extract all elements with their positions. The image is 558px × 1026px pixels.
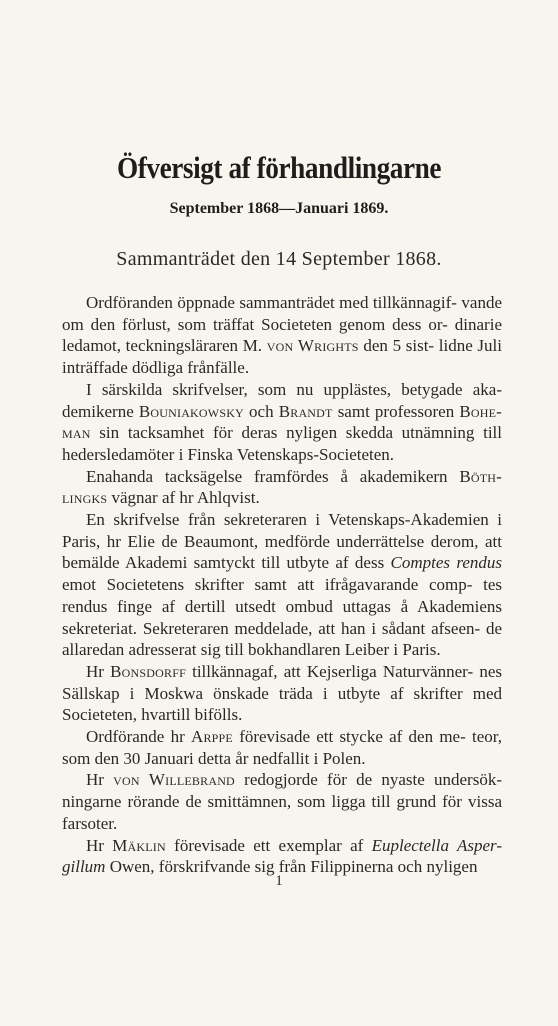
name-small-caps: von Wrights xyxy=(266,336,359,356)
paragraph-text: redogjorde för de nyaste undersök- ningarne rörande de smittämnen, som ligga till grund för vissa farsoter. xyxy=(62,770,502,833)
body-paragraph xyxy=(62,769,502,834)
name-small-caps: Bonsdorff xyxy=(110,661,186,681)
paragraph-text: Ordförande hr xyxy=(86,727,191,747)
name-small-caps: Arppe xyxy=(190,727,233,747)
italic-term: Euplectella Asper- gillum xyxy=(62,835,502,877)
body-paragraph xyxy=(62,509,502,661)
paragraph-text: Owen, förskrifvande sig från Filippinerna och nyligen xyxy=(105,857,478,877)
name-small-caps: Brandt xyxy=(278,401,333,421)
body-paragraph xyxy=(62,726,502,769)
name-small-caps: Bohe- man xyxy=(62,401,502,443)
paragraph-text: I särskilda skrifvelser, som nu upplästes, betygade aka- demikerne xyxy=(62,379,502,421)
paragraph-text: Hr xyxy=(86,770,114,790)
paragraph-text: Hr xyxy=(86,835,113,855)
body-paragraph xyxy=(62,835,502,878)
paragraph-text: Hr xyxy=(86,661,111,681)
body-paragraph xyxy=(62,379,502,466)
document-title: Öfversigt af förhandlingarne xyxy=(116,150,442,185)
paragraph-text: Ordföranden öppnade sammanträdet med tillkännagif- vande om den förlust, som träffat Societeten genom dess or- dinarie ledamot, teckningsläraren M. xyxy=(62,293,502,356)
italic-term: Comptes rendus xyxy=(390,553,502,573)
paragraph-text: emot Societetens skrifter samt att ifrågavarande comp- tes rendus finge af dertill utsedt ombud uttagas å Akademiens sekreteriat. Sekreteraren meddelade, att han i sådant afseen- de allaredan adresserat sig till bokhandlaren Leiber i Paris. xyxy=(62,575,502,660)
body-paragraph xyxy=(62,661,502,726)
body-text xyxy=(62,292,502,878)
session-heading: Sammanträdet den 14 September 1868. xyxy=(116,248,442,270)
name-small-caps: Mäklin xyxy=(112,835,166,855)
body-paragraph xyxy=(62,466,502,509)
paragraph-text: vägnar af hr Ahlqvist. xyxy=(107,488,260,508)
paragraph-text: och xyxy=(243,401,279,421)
paragraph-text: den 5 sist- lidne Juli inträffade dödliga frånfälle. xyxy=(62,336,502,378)
name-small-caps: Böth- lingks xyxy=(62,466,502,508)
page-number: 1 xyxy=(275,873,283,889)
body-paragraph xyxy=(62,292,502,379)
paragraph-text: förevisade ett exemplar af xyxy=(165,835,372,855)
paragraph-text: sin tacksamhet för deras nyligen skedda utnämning till hedersledamöter i Finska Vetenskaps-Societeten. xyxy=(62,423,502,464)
paragraph-text: samt professoren xyxy=(332,401,460,421)
document-subtitle: September 1868—Januari 1869. xyxy=(169,200,389,217)
paragraph-text: En skrifvelse från sekreteraren i Vetenskaps-Akademien i Paris, hr Elie de Beaumont, medförde underrättelse derom, att bemälde Akademi samtyckt till utbyte af dess xyxy=(62,510,502,573)
paragraph-text: förevisade ett stycke af den me- teor, som den 30 Januari detta år nedfallit i Polen. xyxy=(62,727,502,768)
paragraph-text: Enahanda tacksägelse framfördes å akademikern xyxy=(86,466,460,486)
name-small-caps: von Willebrand xyxy=(113,770,235,790)
name-small-caps: Bouniakowsky xyxy=(138,401,244,421)
paragraph-text: tillkännagaf, att Kejserliga Naturvänner- nes Sällskap i Moskwa önskade träda i utbyte af skrifter med Societeten, hvartill bifölls. xyxy=(62,661,502,725)
